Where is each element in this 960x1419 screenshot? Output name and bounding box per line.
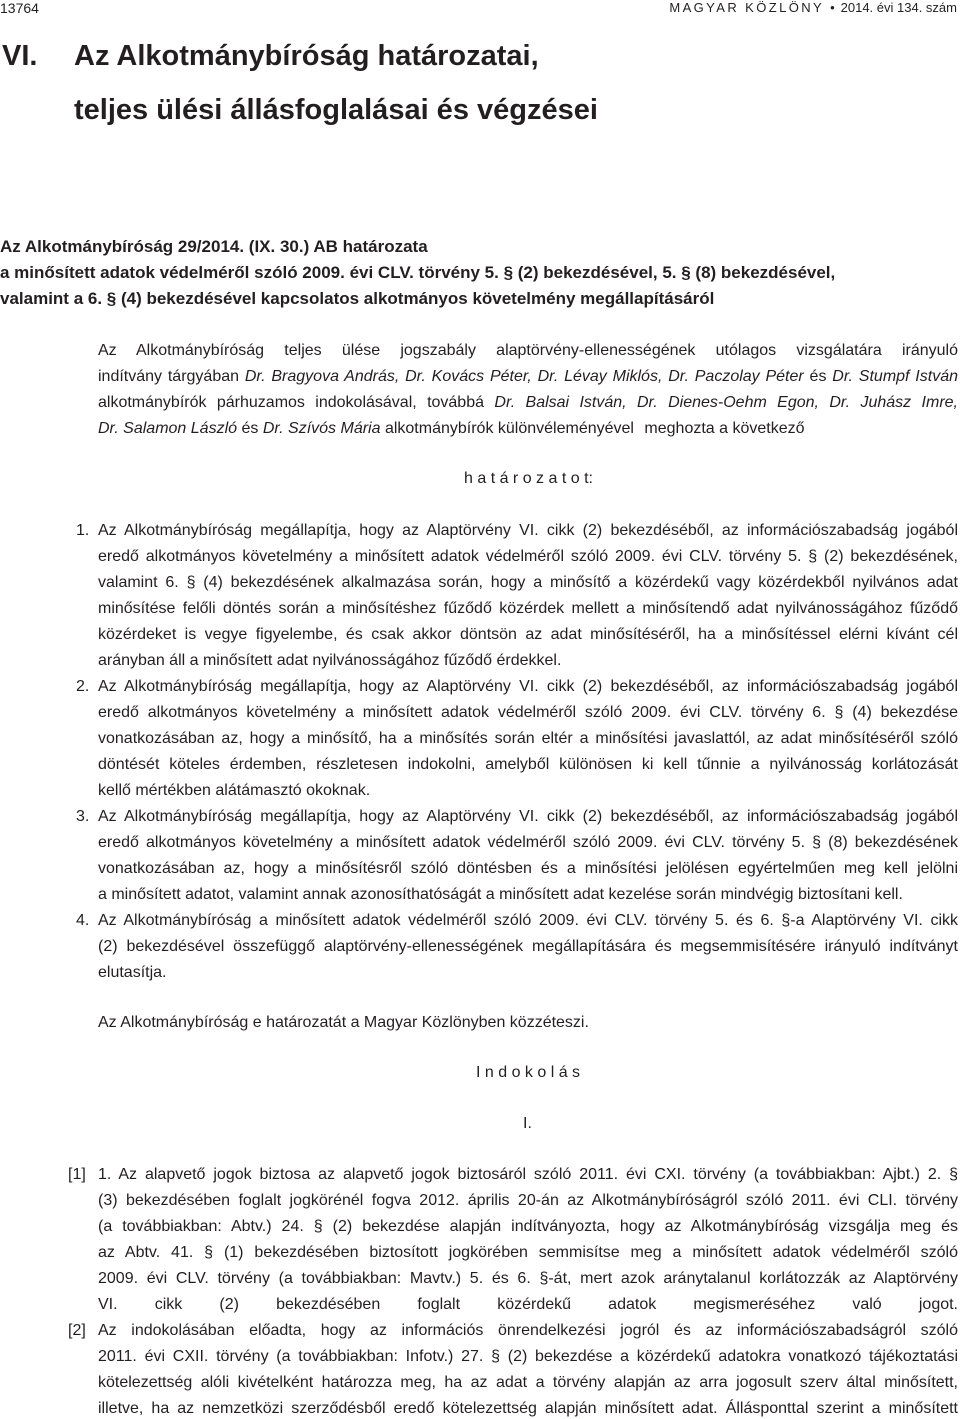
publication-statement: Az Alkotmánybíróság e határozatát a Magyar Közlönyben közzéteszi. <box>98 1014 589 1031</box>
point-number: 3. <box>76 808 90 825</box>
point-text-line: Az Alkotmánybíróság megállapítja, hogy az Alaptörvény VI. cikk (2) bekezdéséből, az információszabadság jogából <box>98 522 958 539</box>
point-text-line: eredő alkotmányos követelmény a minősített adatok védelméről szóló 2009. évi CLV. törvény 5. § (8) bekezdésének <box>98 834 958 851</box>
point-text-line: vonatkozásában az, hogy a minősítő, ha a minősítés során eltér a minősítési javaslattól, az adat minősítéséről szóló <box>98 730 958 747</box>
point-text-line: Az Alkotmánybíróság megállapítja, hogy az Alaptörvény VI. cikk (2) bekezdéséből, az információszabadság jogából <box>98 808 958 825</box>
point-text-line: vonatkozásában az, hogy a minősítésről szóló döntésben és a minősítési jelölésen egyértelműen meg kell jelölni <box>98 860 958 877</box>
intro-line-4 <box>98 419 805 439</box>
paragraph-text-line: (3) bekezdésében foglalt jogkörénél fogva 2012. április 20-án az Alkotmánybíróságról szóló 2011. évi CLI. törvény <box>98 1192 958 1209</box>
paragraph-text-line: az Abtv. 41. § (1) bekezdésében biztosított jogkörében semmisítse meg a minősített adatok védelméről szóló <box>98 1244 958 1261</box>
running-header <box>0 0 960 20</box>
paragraph-number: [2] <box>68 1322 86 1339</box>
point-number: 1. <box>76 522 90 539</box>
paragraph-text-line: (a továbbiakban: Abtv.) 24. § (2) bekezdése alapján indítványozta, hogy az Alkotmánybíróság vizsgálja meg és <box>98 1218 958 1235</box>
point-text-line: közérdeket is vegye figyelembe, és csak akkor döntsön az adat minősítéséről, ha a minősítéssel elérni kívánt cél <box>98 626 958 643</box>
decision-title-line-3: valamint a 6. § (4) bekezdésével kapcsolatos alkotmányos követelmény megállapításáról <box>0 289 715 308</box>
journal-name: MAGYAR KÖZLÖNY <box>669 0 825 15</box>
chapter-title-line-1: Az Alkotmánybíróság határozatai, <box>74 40 539 72</box>
paragraph-text-line: VI. cikk (2) bekezdésében foglalt közérdekű adatok megismeréséhez való jogot. <box>98 1296 958 1313</box>
intro-text: és <box>809 368 827 385</box>
header-separator: • <box>830 0 835 15</box>
paragraph-text-line: 1. Az alapvető jogok biztosa az alapvető jogok biztosáról szóló 2011. évi CXI. törvény (a továbbiakban: Ajbt.) 2. § <box>98 1166 958 1183</box>
point-text-line: döntését köteles érdemben, részletesen indokolni, amelyből különösen ki kell tűnnie a nyilvánosság korlátozását <box>98 756 958 773</box>
issue-number: 2014. évi 134. szám <box>840 0 957 15</box>
point-text-line: arányban áll a minősített adat nyilvánosságához fűződő érdekkel. <box>98 652 562 669</box>
point-text-line: eredő alkotmányos követelmény a minősített adatok védelméről szóló 2009. évi CLV. törvény 5. § (2) bekezdésének, <box>98 548 958 565</box>
page-number: 13764 <box>0 0 39 16</box>
reasoning-heading: I n d o k o l á s <box>476 1064 581 1081</box>
judge-names: Dr. Salamon László <box>98 420 238 437</box>
decision-title-line-2: a minősített adatok védelméről szóló 2009. évi CLV. törvény 5. § (2) bekezdésével, 5. § (8) bekezdésével, <box>0 263 836 282</box>
paragraph-text-line: illetve, ha az nemzetközi szerződésből eredő kötelezettség alapján minősített adat. Állásponttal szerint a minősített <box>98 1400 958 1417</box>
journal-info <box>669 0 957 15</box>
decision-title-line-1: Az Alkotmánybíróság 29/2014. (IX. 30.) AB határozata <box>0 237 428 256</box>
intro-text: és <box>241 420 259 437</box>
intro-line-2 <box>98 367 958 387</box>
point-text-line: minősítése felőli döntés során a minősítéshez fűződő közérdek mellett a minősítendő adat nyilvánosságához fűződő <box>98 600 958 617</box>
decision-heading: h a t á r o z a t o t: <box>464 470 593 487</box>
paragraph-text-line: Az indokolásában előadta, hogy az információs önrendelkezési jogról és az információszabadságról szóló <box>98 1322 958 1339</box>
chapter-number: VI. <box>2 40 38 72</box>
point-text-line: eredő alkotmányos követelmény a minősített adatok védelméről szóló 2009. évi CLV. törvény 6. § (4) bekezdése <box>98 704 958 721</box>
paragraph-text-line: 2009. évi CLV. törvény (a továbbiakban: Mavtv.) 5. és 6. §-át, mert azok aránytalanul korlátozzák az Alaptörvény <box>98 1270 958 1287</box>
point-number: 2. <box>76 678 90 695</box>
judge-names: Dr. Stumpf István <box>832 368 958 385</box>
point-text-line: a minősített adatot, valamint annak azonosíthatóságát a minősített adat kezelése során mindvégig biztosítani kell. <box>98 886 903 903</box>
point-text-line: kellő mértékben alátámasztó okoknak. <box>98 782 371 799</box>
judge-names: Dr. Bragyova András, Dr. Kovács Péter, Dr. Lévay Miklós, Dr. Paczolay Péter <box>244 368 804 385</box>
intro-text: meghozta a következő <box>644 420 805 437</box>
paragraph-text-line: kötelezettség alóli kivételként határozza meg, ha az adat a törvény alapján az arra jogosult szerv által minősített, <box>98 1374 958 1391</box>
judge-names: Dr. Szívós Mária <box>262 420 381 437</box>
intro-text: indítvány tárgyában <box>98 368 240 385</box>
point-text-line: valamint 6. § (4) bekezdésének alkalmazása során, hogy a minősítő a közérdekű vagy közérdekből nyilvános adat <box>98 574 958 591</box>
intro-line-3 <box>98 393 958 413</box>
intro-text: alkotmánybírók párhuzamos indokolásával, továbbá <box>98 394 485 411</box>
paragraph-number: [1] <box>68 1166 86 1183</box>
judge-names: Dr. Balsai István, Dr. Dienes-Oehm Egon, Dr. Juhász Imre, <box>494 394 958 411</box>
intro-text: alkotmánybírók különvéleményével <box>384 420 634 437</box>
point-text-line: Az Alkotmánybíróság a minősített adatok védelméről szóló 2009. évi CLV. törvény 5. és 6. §-a Alaptörvény VI. cikk <box>98 912 958 929</box>
intro-line-1: Az Alkotmánybíróság teljes ülése jogszabály alaptörvény-ellenességének utólagos vizsgálatára irányuló <box>98 342 958 359</box>
point-text-line: Az Alkotmánybíróság megállapítja, hogy az Alaptörvény VI. cikk (2) bekezdéséből, az információszabadság jogából <box>98 678 958 695</box>
chapter-title-line-2: teljes ülési állásfoglalásai és végzései <box>74 94 598 126</box>
section-roman-numeral: I. <box>523 1115 532 1132</box>
paragraph-text-line: 2011. évi CXII. törvény (a továbbiakban: Infotv.) 27. § (2) bekezdése a közérdekű adatokra vonatkozó tájékoztatási <box>98 1348 958 1365</box>
point-number: 4. <box>76 912 90 929</box>
point-text-line: elutasítja. <box>98 964 167 981</box>
point-text-line: (2) bekezdésével összefüggő alaptörvény-ellenességének megállapítására és megsemmisítésére irányuló indítványt <box>98 938 958 955</box>
